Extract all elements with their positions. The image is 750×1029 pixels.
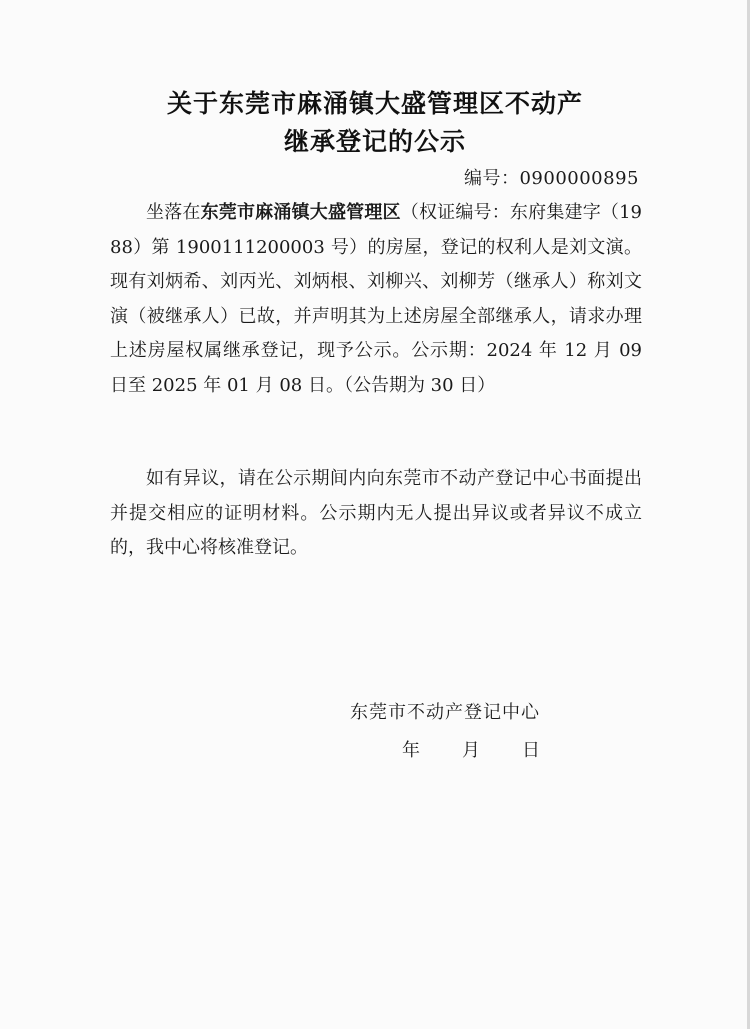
notice-paragraph-2: 如有异议，请在公示期间内向东莞市不动产登记中心书面提出并提交相应的证明材料。公示期内无人提出异议或者异议不成立的，我中心将核准登记。 xyxy=(110,468,642,558)
document-title-line-2: 继承登记的公示 xyxy=(283,127,466,156)
date-month-label: 月 xyxy=(462,740,480,761)
document-title-line-1: 关于东莞市麻涌镇大盛管理区不动产 xyxy=(166,89,583,118)
document-number-value: 0900000895 xyxy=(519,168,639,189)
paragraph-1-body: （权证编号：东府集建字（1988）第 1900111200003 号）的房屋，登记的权利人是刘文演。现有刘炳希、刘丙光、刘炳根、刘柳兴、刘柳芳（继承人）称刘文演（被继承人）已故，并声明其为上述房屋全部继承人，请求办理上述房屋权属继承登记，现予公示。公示期：2024 年 12 月 09 日至 2025 年 01 月 08 日。（公告期为 30 日） xyxy=(110,202,643,396)
notice-paragraph-1 xyxy=(110,196,642,403)
paragraph-1-lead: 坐落在 xyxy=(146,202,201,223)
date-day-label: 日 xyxy=(522,740,540,761)
document-number-label: 编号： xyxy=(463,168,520,189)
property-location: 东莞市麻涌镇大盛管理区 xyxy=(200,202,401,223)
document-number xyxy=(464,164,639,190)
date-year-label: 年 xyxy=(402,740,420,761)
issuer-signature: 东莞市不动产登记中心 xyxy=(350,702,540,723)
